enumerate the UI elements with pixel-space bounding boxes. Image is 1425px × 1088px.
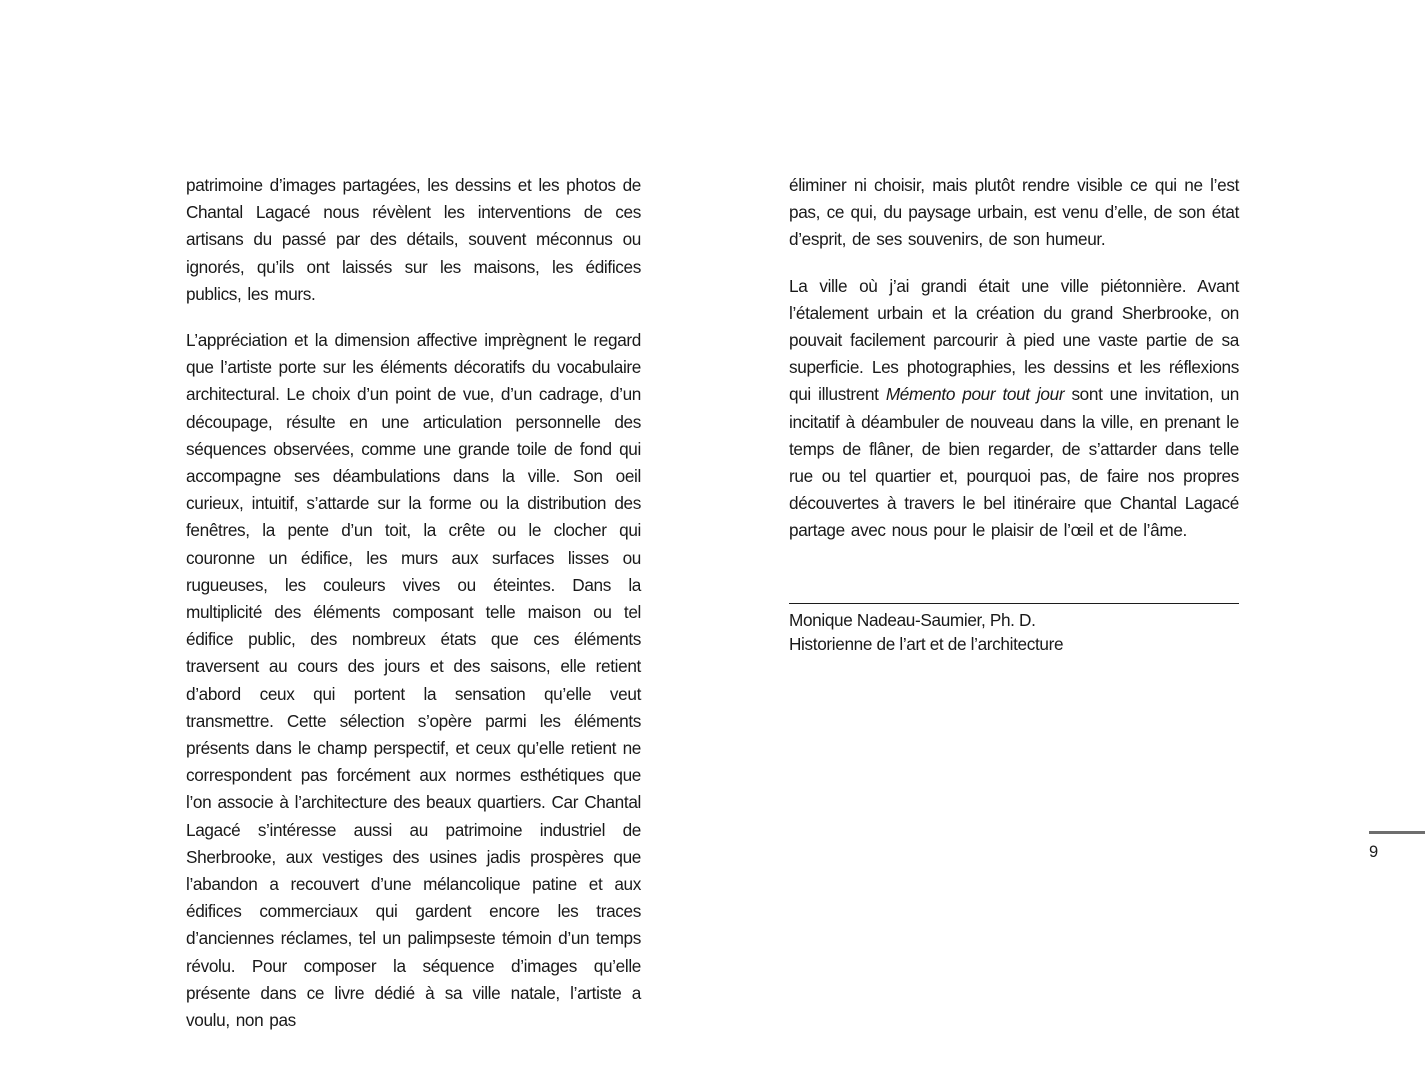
signature-block bbox=[789, 603, 1239, 656]
paragraph: éliminer ni choisir, mais plutôt rendre visible ce qui ne l’est pas, ce qui, du paysage urbain, est venu d’elle, de son état d’esprit, de ses souvenirs, de son humeur. bbox=[789, 175, 1239, 250]
paragraph: patrimoine d’images partagées, les dessins et les photos de Chantal Lagacé nous révèlent les interventions de ces artisans du passé par des détails, souvent méconnus ou ignorés, qu’ils ont laissés sur les maisons, les édifices publics, les murs. bbox=[186, 175, 641, 304]
book-title-italic: Mémento pour tout jour bbox=[885, 384, 1065, 405]
paragraph: L’appréciation et la dimension affective imprègnent le regard que l’artiste porte sur les éléments décoratifs du vocabulaire architectural. Le choix d’un point de vue, d’un cadrage, d’un découpage, résulte en une articulation personnelle des séquences observées, comme une grande toile de fond qui accompagne ses déambulations dans la ville. Son oeil curieux, intuitif, s’attarde sur la forme ou la distribution des fenêtres, la pente d’un toit, la crête ou le clocher qui couronne un édifice, les murs aux surfaces lisses ou rugueuses, les couleurs vives ou éteintes. Dans la multiplicité des éléments composant telle maison ou tel édifice public, des nombreux états que ces éléments traversent au cours des jours et des saisons, elle retient d’abord ceux qui portent la sensation qu’elle veut transmettre. Cette sélection s’opère parmi les éléments présents dans le champ perspectif, et ceux qu’elle retient ne correspondent pas forcément aux normes esthétiques que l’on associe à l’architecture des beaux quartiers. Car Chantal Lagacé s’intéresse aussi au patrimoine industriel de Sherbrooke, aux vestiges des usines jadis prospères que l’abandon a recouvert d’une mélancolique patine et aux édifices commerciaux qui gardent encore les traces d’anciennes réclames, tel un palimpseste témoin d’un temps révolu. Pour composer la séquence d’images qu’elle présente dans ce livre dédié à sa ville natale, l’artiste a voulu, non pas bbox=[186, 330, 641, 1031]
paragraph bbox=[789, 273, 1239, 545]
signature-name: Monique Nadeau-Saumier, Ph. D. bbox=[789, 610, 1036, 630]
right-text-column bbox=[789, 172, 1239, 545]
paragraph-text: sont une invitation, un incitatif à déambuler de nouveau dans la ville, en prenant le temps de flâner, de bien regarder, de s’attarder dans telle rue ou tel quartier et, pourquoi pas, de faire nos propres découvertes à travers le bel itinéraire que Chantal Lagacé partage avec nous pour le plaisir de l’œil et de l’âme. bbox=[789, 384, 1239, 541]
page-number-rule bbox=[1369, 831, 1425, 834]
signature-title: Historienne de l’art et de l’architecture bbox=[789, 633, 1064, 654]
left-text-column bbox=[186, 172, 641, 1034]
paragraph-text: La ville où j’ai grandi était une ville piétonnière. Avant l’étalement urbain et la création du grand Sherbrooke, on pouvait facilement parcourir à pied une vaste partie de sa superficie. Les photographies, les dessins et les réflexions qui illustrent bbox=[789, 275, 1239, 405]
page-number: 9 bbox=[1369, 843, 1379, 861]
signature-divider bbox=[789, 603, 1239, 604]
